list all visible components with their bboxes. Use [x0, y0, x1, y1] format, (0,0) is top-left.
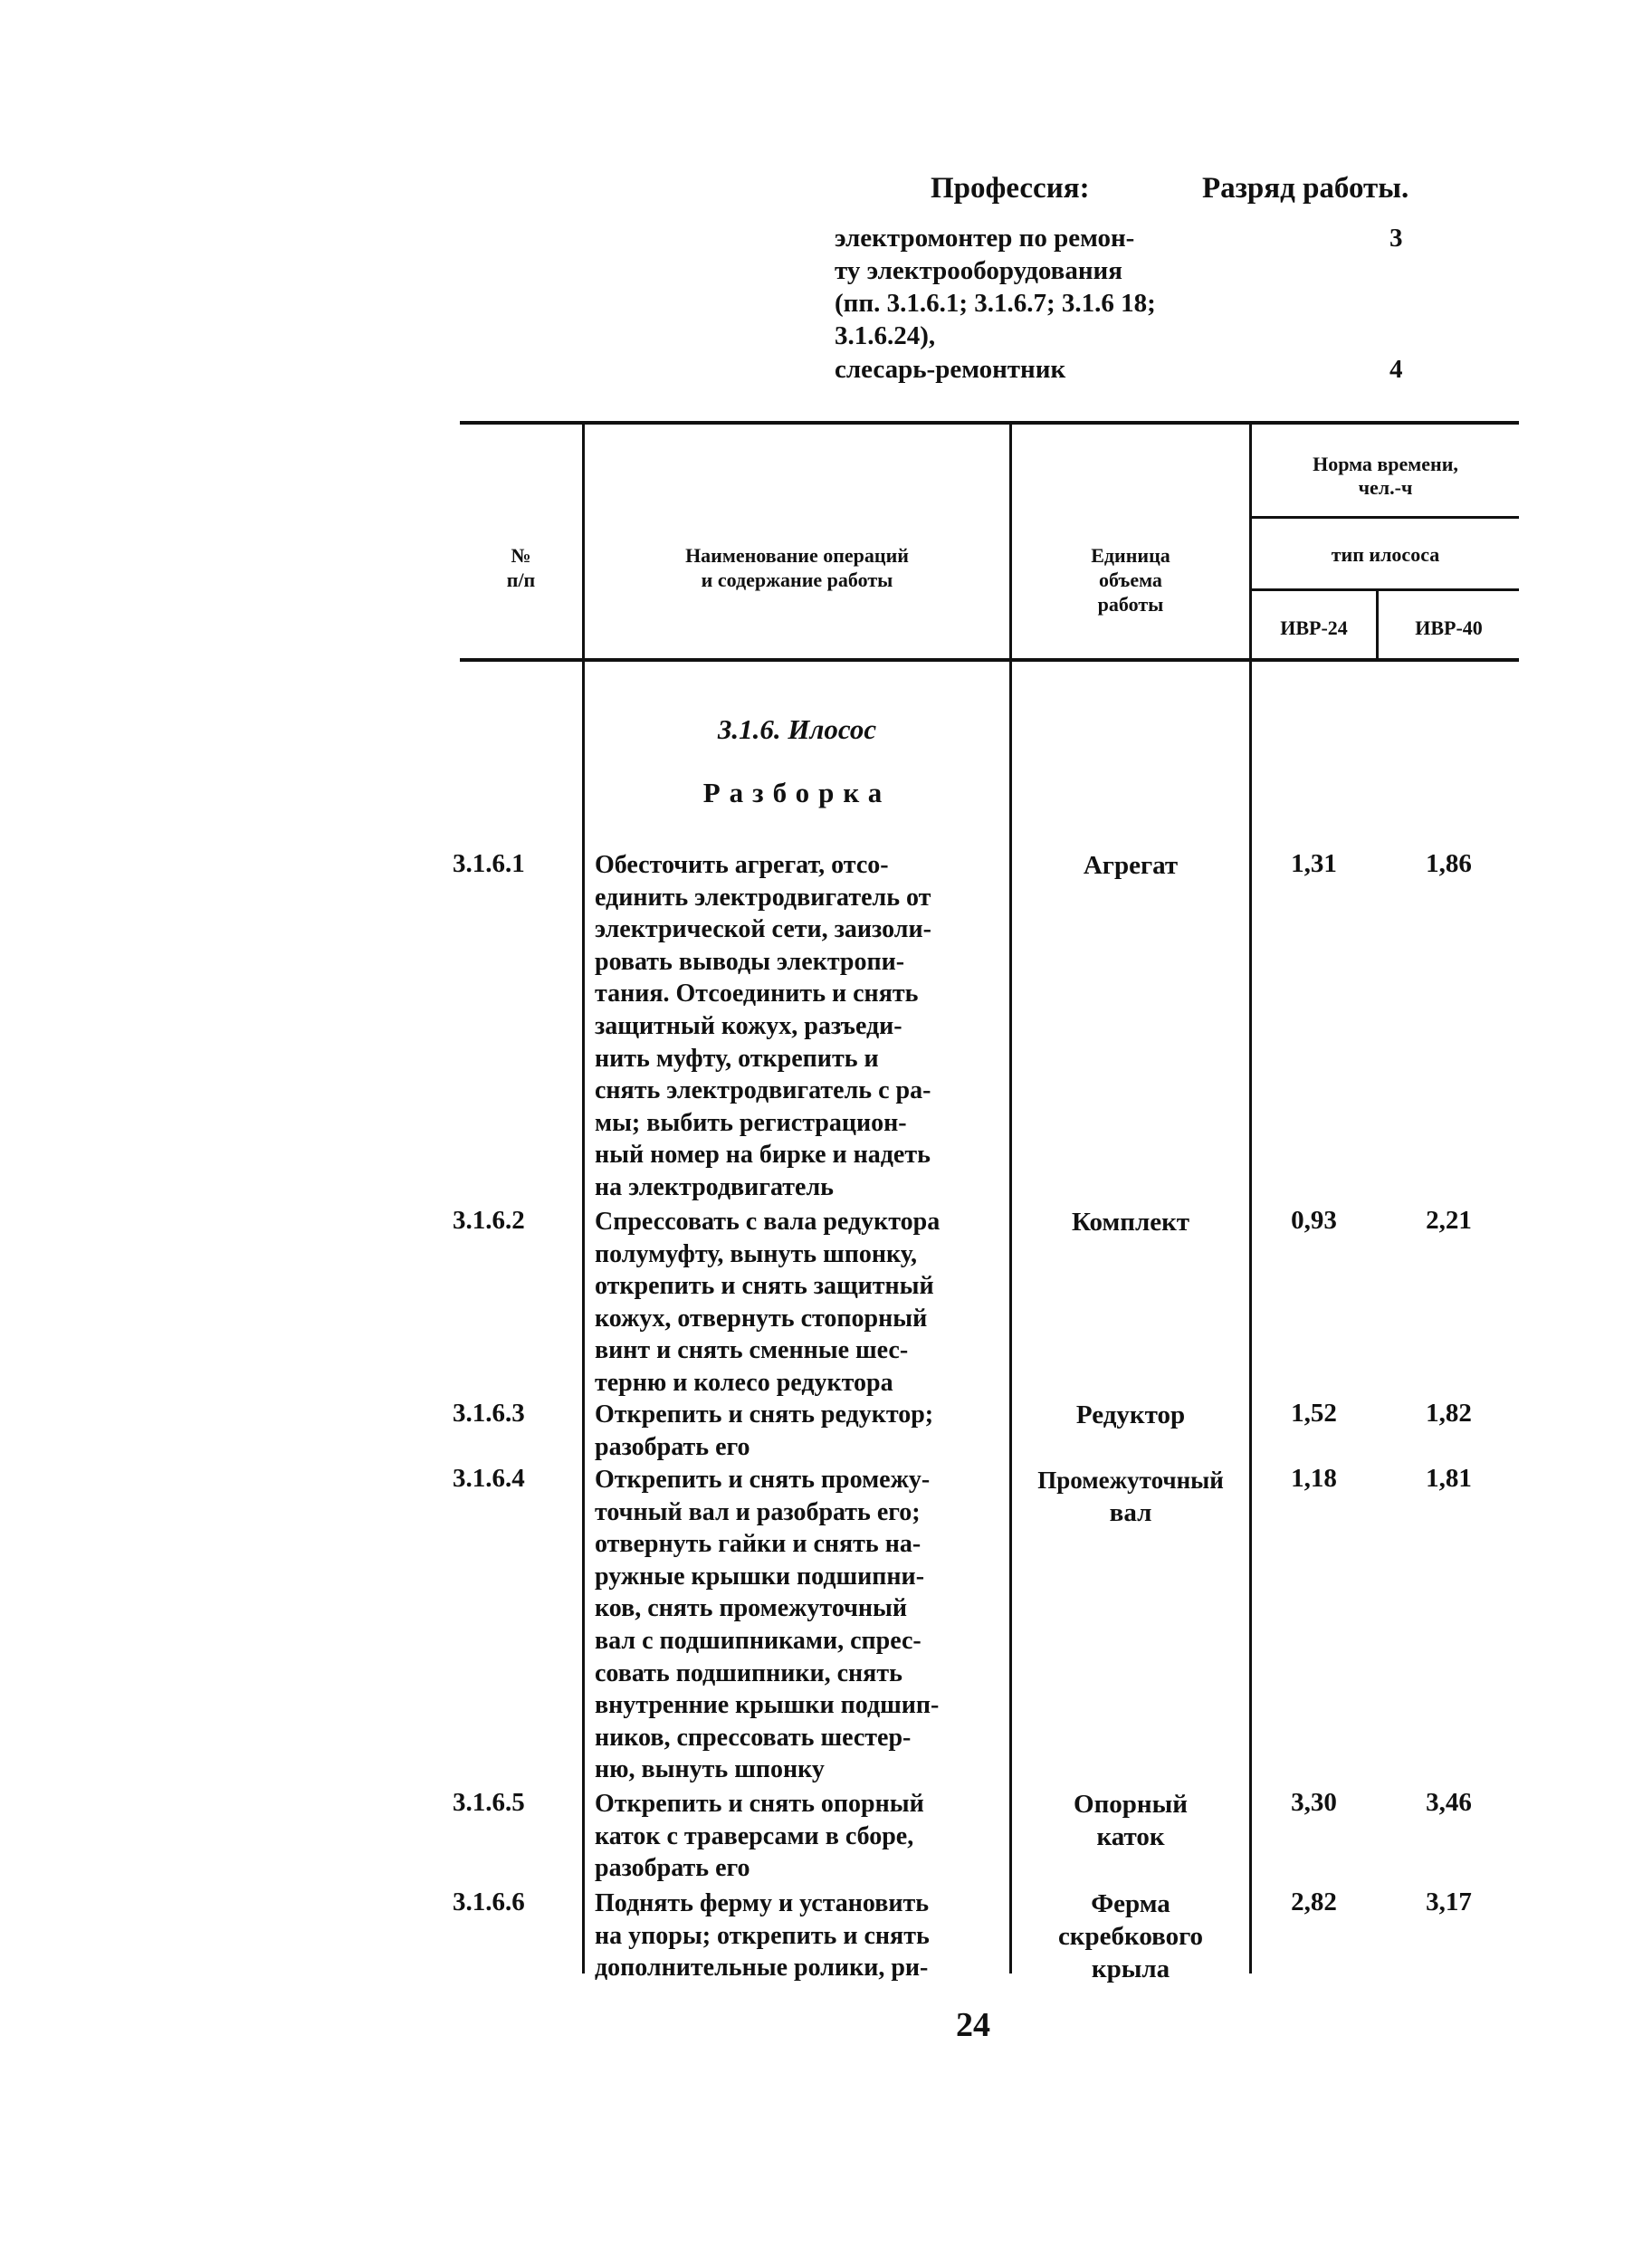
- row-number: 3.1.6.2: [453, 1206, 525, 1235]
- page-number: 24: [956, 2006, 990, 2044]
- unit-line: крыла: [1091, 1954, 1170, 1983]
- unit-line: Опорный: [1074, 1790, 1188, 1819]
- desc-line: ков, снять промежуточный: [595, 1594, 908, 1623]
- desc-line: на электродвигатель: [595, 1172, 834, 1201]
- header-norm: [1252, 453, 1519, 500]
- header-unit: [1012, 543, 1249, 616]
- unit-line: скребкового: [1057, 1922, 1204, 1951]
- desc-line: ровать выводы электропи-: [595, 947, 905, 976]
- row-number: 3.1.6.5: [453, 1788, 525, 1817]
- desc-line: тания. Отсоединить и снять: [595, 980, 919, 1008]
- row-description: [595, 1399, 1000, 1463]
- desc-line: Открепить и снять опорный: [595, 1790, 924, 1818]
- row-number: 3.1.6.3: [453, 1399, 525, 1428]
- desc-line: Открепить и снять редуктор;: [595, 1400, 934, 1429]
- desc-line: ню, вынуть шпонку: [595, 1755, 825, 1784]
- row-value-ivr40: 1,86: [1426, 849, 1472, 878]
- profession-2-line: слесарь-ремонтник: [835, 355, 1066, 384]
- col-divider-3: [1249, 421, 1252, 1974]
- desc-line: точный вал и разобрать его;: [595, 1497, 921, 1526]
- col-divider-2: [1009, 421, 1012, 1974]
- row-description: [595, 1788, 1000, 1885]
- norm-header-rule: [1252, 516, 1519, 519]
- header-name: [585, 543, 1009, 592]
- unit-line: Промежуточный: [1037, 1467, 1224, 1494]
- profession-1-line: ту электрооборудования: [835, 256, 1122, 285]
- row-unit: [1012, 849, 1249, 882]
- row-description: [595, 1888, 1000, 1984]
- profession-2-grade: 4: [1389, 355, 1403, 384]
- profession-1-line: 3.1.6.24),: [835, 321, 936, 350]
- row-number: 3.1.6.6: [453, 1888, 525, 1916]
- desc-line: терню и колесо редуктора: [595, 1368, 893, 1397]
- desc-line: снять электродвигатель с ра-: [595, 1076, 931, 1105]
- profession-1-line: электромонтер по ремон-: [835, 224, 1135, 253]
- desc-line: вал с подшипниками, спрес-: [595, 1626, 921, 1655]
- row-description: [595, 849, 1000, 1204]
- header-num: [460, 543, 582, 592]
- desc-line: защитный кожух, разъеди-: [595, 1011, 902, 1040]
- unit-line: Комплект: [1071, 1208, 1190, 1237]
- header-unit-line: Единица: [1091, 544, 1170, 567]
- unit-line: Агрегат: [1083, 851, 1179, 880]
- row-value-ivr24: 3,30: [1291, 1788, 1337, 1817]
- profession-label: Профессия:: [931, 172, 1090, 205]
- desc-line: отвернуть гайки и снять на-: [595, 1530, 921, 1559]
- unit-line: каток: [1096, 1822, 1165, 1851]
- desc-line: открепить и снять защитный: [595, 1272, 934, 1301]
- row-number: 3.1.6.1: [453, 849, 525, 878]
- table-top-rule: [460, 421, 1519, 425]
- profession-1: [835, 222, 1215, 352]
- row-number: 3.1.6.4: [453, 1464, 525, 1493]
- desc-line: Обесточить агрегат, отсо-: [595, 851, 889, 879]
- desc-line: ный номер на бирке и надеть: [595, 1141, 931, 1170]
- row-description: [595, 1464, 1000, 1786]
- desc-line: Поднять ферму и установить: [595, 1889, 930, 1917]
- unit-line: Ферма: [1091, 1889, 1170, 1918]
- row-value-ivr24: 1,31: [1291, 849, 1337, 878]
- row-value-ivr40: 1,82: [1426, 1399, 1472, 1428]
- header-col-b: ИВР-40: [1415, 616, 1483, 639]
- desc-line: дополнительные ролики, ри-: [595, 1954, 929, 1983]
- desc-line: каток с траверсами в сборе,: [595, 1821, 914, 1850]
- desc-line: винт и снять сменные шес-: [595, 1336, 909, 1365]
- row-unit: [1012, 1788, 1249, 1853]
- row-unit: [1012, 1464, 1249, 1529]
- row-unit: [1012, 1888, 1249, 1985]
- section-title: 3.1.6. Илосос: [717, 713, 877, 745]
- type-header-rule: [1252, 588, 1519, 591]
- row-unit: [1012, 1399, 1249, 1431]
- desc-line: разобрать его: [595, 1854, 750, 1883]
- section-subtitle: Разборка: [702, 777, 892, 808]
- header-bottom-rule: [460, 658, 1519, 662]
- header-pump-type: тип илососа: [1331, 543, 1440, 566]
- row-value-ivr40: 3,17: [1426, 1888, 1472, 1916]
- header-norm-line: чел.-ч: [1358, 476, 1413, 499]
- unit-line: вал: [1109, 1498, 1152, 1527]
- desc-line: мы; выбить регистрацион-: [595, 1108, 907, 1137]
- grade-label: Разряд работы.: [1202, 172, 1409, 205]
- desc-line: нить муфту, открепить и: [595, 1044, 879, 1073]
- desc-line: кожух, отвернуть стопорный: [595, 1304, 928, 1333]
- profession-1-line: (пп. 3.1.6.1; 3.1.6.7; 3.1.6 18;: [835, 289, 1156, 318]
- header-col-a: ИВР-24: [1280, 616, 1348, 639]
- desc-line: Открепить и снять промежу-: [595, 1466, 931, 1494]
- row-value-ivr40: 2,21: [1426, 1206, 1472, 1235]
- header-num-line: п/п: [506, 569, 536, 591]
- header-norm-line: Норма времени,: [1313, 453, 1458, 475]
- row-value-ivr24: 1,52: [1291, 1399, 1337, 1428]
- profession-1-grade: 3: [1389, 224, 1403, 253]
- desc-line: полумуфту, вынуть шпонку,: [595, 1239, 917, 1268]
- unit-line: Редуктор: [1075, 1400, 1186, 1429]
- row-value-ivr24: 2,82: [1291, 1888, 1337, 1916]
- header-name-line: и содержание работы: [701, 569, 893, 591]
- desc-line: единить электродвигатель от: [595, 883, 931, 912]
- row-unit: [1012, 1206, 1249, 1238]
- col-divider-1: [582, 421, 585, 1974]
- row-value-ivr40: 1,81: [1426, 1464, 1472, 1493]
- row-value-ivr40: 3,46: [1426, 1788, 1472, 1817]
- header-num-line: №: [511, 544, 531, 567]
- desc-line: Спрессовать с вала редуктора: [595, 1208, 941, 1236]
- desc-line: совать подшипники, снять: [595, 1658, 902, 1687]
- desc-line: ружные крышки подшипни-: [595, 1562, 925, 1591]
- row-value-ivr24: 1,18: [1291, 1464, 1337, 1493]
- desc-line: разобрать его: [595, 1432, 750, 1461]
- row-value-ivr24: 0,93: [1291, 1206, 1337, 1235]
- header-name-line: Наименование операций: [685, 544, 909, 567]
- header-unit-line: объема: [1099, 569, 1162, 591]
- desc-line: внутренние крышки подшип-: [595, 1691, 940, 1720]
- desc-line: электрической сети, заизоли-: [595, 915, 931, 944]
- desc-line: ников, спрессовать шестер-: [595, 1723, 912, 1752]
- desc-line: на упоры; открепить и снять: [595, 1921, 930, 1950]
- header-unit-line: работы: [1097, 593, 1164, 616]
- row-description: [595, 1206, 1000, 1400]
